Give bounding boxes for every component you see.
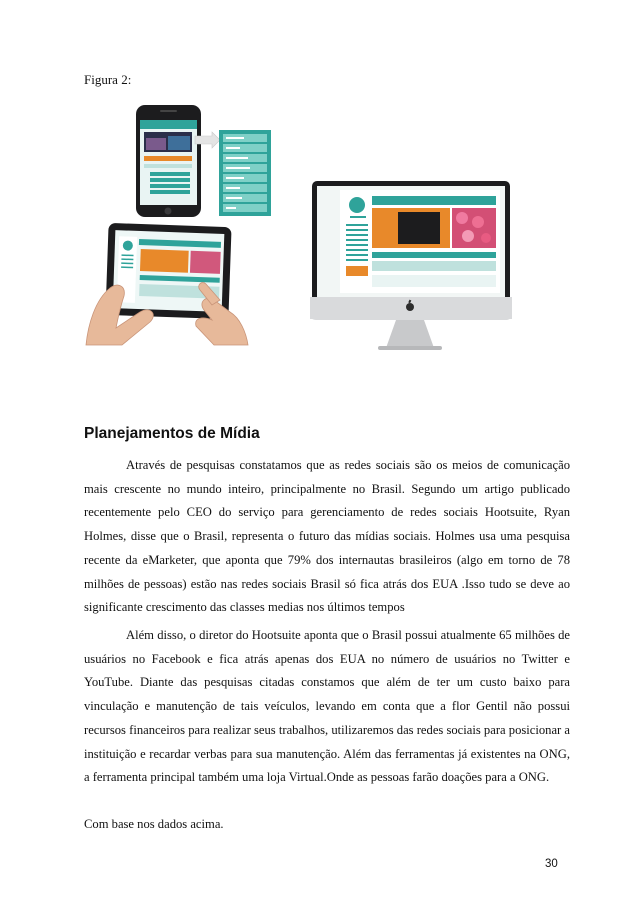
smartphone-illustration — [136, 105, 201, 217]
tablet-illustration — [86, 223, 248, 345]
mobile-menu-illustration — [219, 130, 271, 216]
figure-label: Figura 2: — [84, 72, 132, 87]
section-heading: Planejamentos de Mídia — [84, 425, 260, 442]
paragraph-3: Com base nos dados acima. — [84, 817, 224, 831]
paragraph-1: Através de pesquisas constatamos que as redes sociais são os meios de comunicação mais crescente no mundo inteiro, principalmente no Brasil. Segundo um artigo publicado recentemente pelo CEO do serviço para gerenciamento de redes sociais Hootsuite, Ryan Holmes, disse que o Brasil, representa o futuro das mídias sociais. Holmes usa uma pesquisa recente da eMarketer, que aponta que 79% dos internautas brasileiros (algo em torno de 78 milhões de pessoas) estão nas redes sociais Brasil só fica atrás dos EUA .Isso tudo se deve ao significante crescimento das classes medias nos últimos tempos — [84, 458, 570, 615]
page-number: 30 — [545, 858, 558, 870]
monitor-illustration — [310, 181, 512, 350]
paragraph-2: Além disso, o diretor do Hootsuite aponta que o Brasil possui atualmente 65 milhões de usuários no Facebook e fica atrás apenas dos EUA no número de usuários no Twitter e YouTube. Diante das pesquisas citadas constamos que além de ter um custo baixo para vinculação e manutenção de tais veículos, levando em conta que a flor Gentil não possui recursos financeiros para realizar seus trabalhos, utilizaremos das redes sociais para posicionar a instituição e recardar verbas para sua manutenção. Além das ferramentas já existentes na ONG, a ferramenta principal também uma loja Virtual.Onde as pessoas farão doações para a ONG. — [84, 628, 570, 785]
